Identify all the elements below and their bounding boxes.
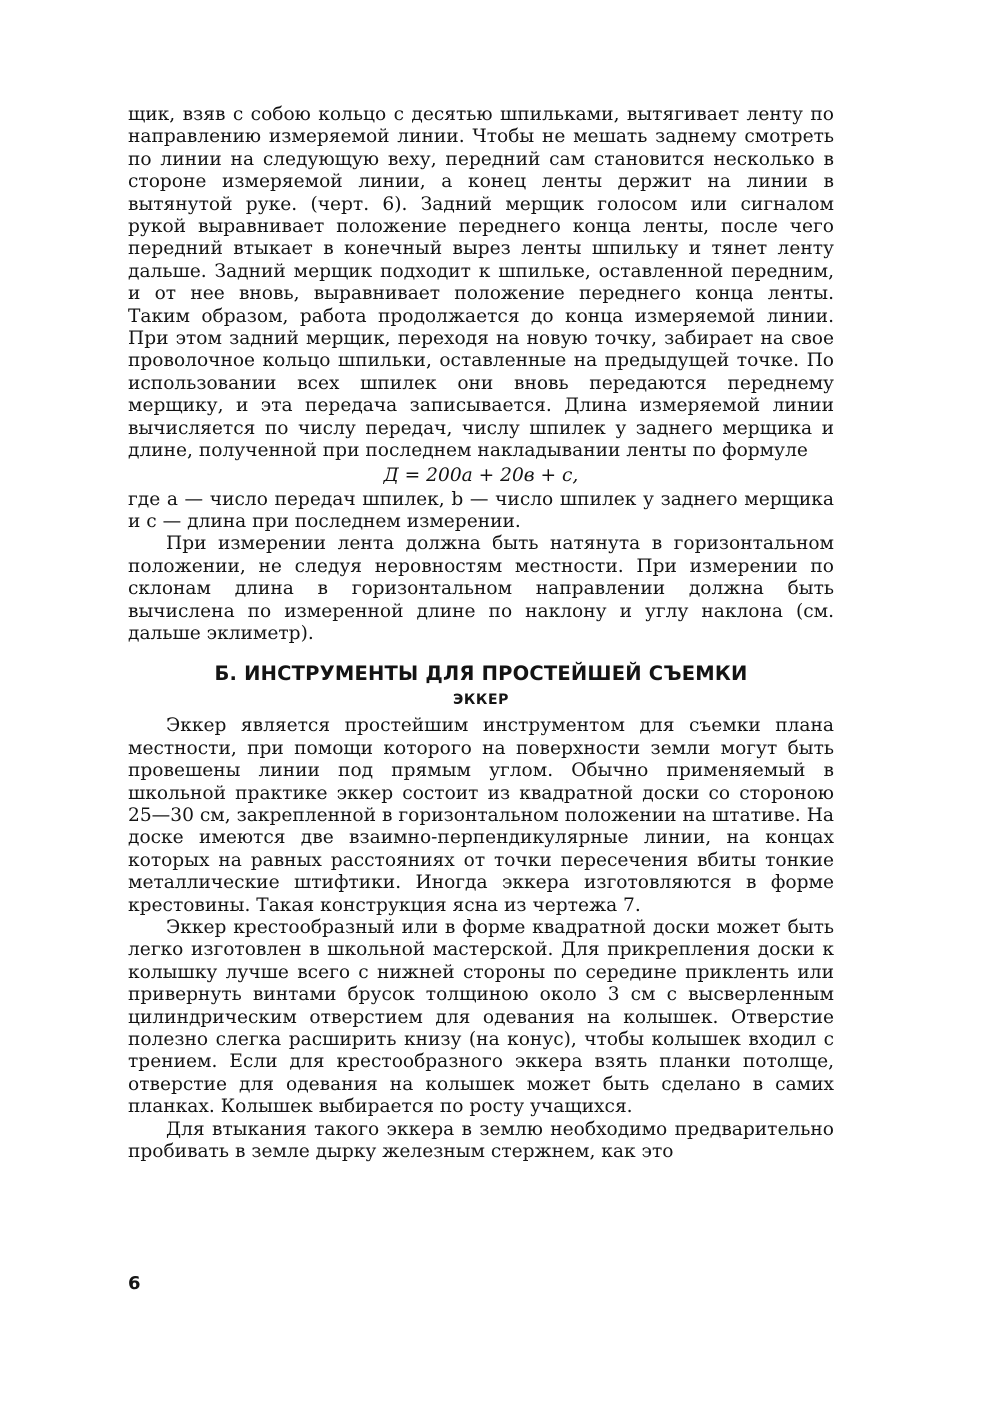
paragraph-ekker-construction: Эккер крестообразный или в форме квадратной доски может быть легко изготовлен в школьной мастерской. Для прикрепления доски к колышку лучше всего с нижней стороны по середине прикленть или привернуть винтами брусок толщиною около 3 см с высверленным цилиндрическим отверстием для одевания на колышек. Отверстие полезно слегка расширить книзу (на конус), чтобы колышек входил с трением. Если для крестообразного эккера взять планки потолще, отверстие для одевания на колышек может быть сделано в самих планках. Колышек выбирается по росту учащихся. <box>128 917 834 1118</box>
page-content <box>128 104 834 1163</box>
section-title: Б. ИНСТРУМЕНТЫ ДЛЯ ПРОСТЕЙШЕЙ СЪЕМКИ <box>214 662 748 686</box>
formula-length: Д = 200a + 20в + c, <box>383 464 579 486</box>
subsection-title-ekker: ЭККЕР <box>453 692 509 709</box>
paragraph-formula-legend: где a — число передач шпилек, b — число шпилек у заднего мерщика и c — длина при последнем измерении. <box>128 488 834 532</box>
paragraph-ekker-description: Эккер является простейшим инструментом для съемки плана местности, при помощи которого на поверхности земли могут быть провешены линии под прямым углом. Обычно применяемый в школьной практике эккер состоит из квадратной доски со стороною 25—30 см, закрепленной в горизонтальном положении на штативе. На доске имеются две взаимно-перпендикулярные линии, на концах которых на равных расстояниях от точки пересечения вбиты тонкие металлические штифтики. Иногда эккера изготовляются в форме крестовины. Такая конструкция ясна из чертежа 7. <box>128 715 834 916</box>
paragraph-ekker-installation: Для втыкания такого эккера в землю необходимо предварительно пробивать в земле дырку железным стержнем, как это <box>128 1118 834 1163</box>
page-number: 6 <box>128 1273 141 1294</box>
paragraph-horizontal-measurement: При измерении лента должна быть натянута в горизонтальном положении, не следуя неровностям местности. При измерении по склонам длина в горизонтальном направлении должна быть вычислена по измеренной длине по наклону и углу наклона (см. дальше эклиметр). <box>128 533 834 644</box>
paragraph-measuring-tape: щик, взяв с собою кольцо с десятью шпильками, вытягивает ленту по направлению измеряемой линии. Чтобы не мешать заднему смотреть по линии на следующую веху, передний сам становится несколько в стороне измеряемой линии, а конец ленты держит на линии в вытянутой руке. (черт. 6). Задний мерщик голосом или сигналом рукой выравнивает положение переднего конца ленты, после чего передний втыкает в конечный вырез ленты шпильку и тянет ленту дальше. Задний мерщик подходит к шпильке, оставленной передним, и от нее вновь, выравнивает положение переднего конца ленты. Таким образом, работа продолжается до конца измеряемой линии. При этом задний мерщик, переходя на новую точку, забирает на свое проволочное кольцо шпильки, оставленные на предыдущей точке. По использовании всех шпилек они вновь передаются переднему мерщику, и эта передача записывается. Длина измеряемой линии вычисляется по числу передач, числу шпилек у заднего мерщика и длине, полученной при последнем накладывании ленты по формуле <box>128 104 834 462</box>
